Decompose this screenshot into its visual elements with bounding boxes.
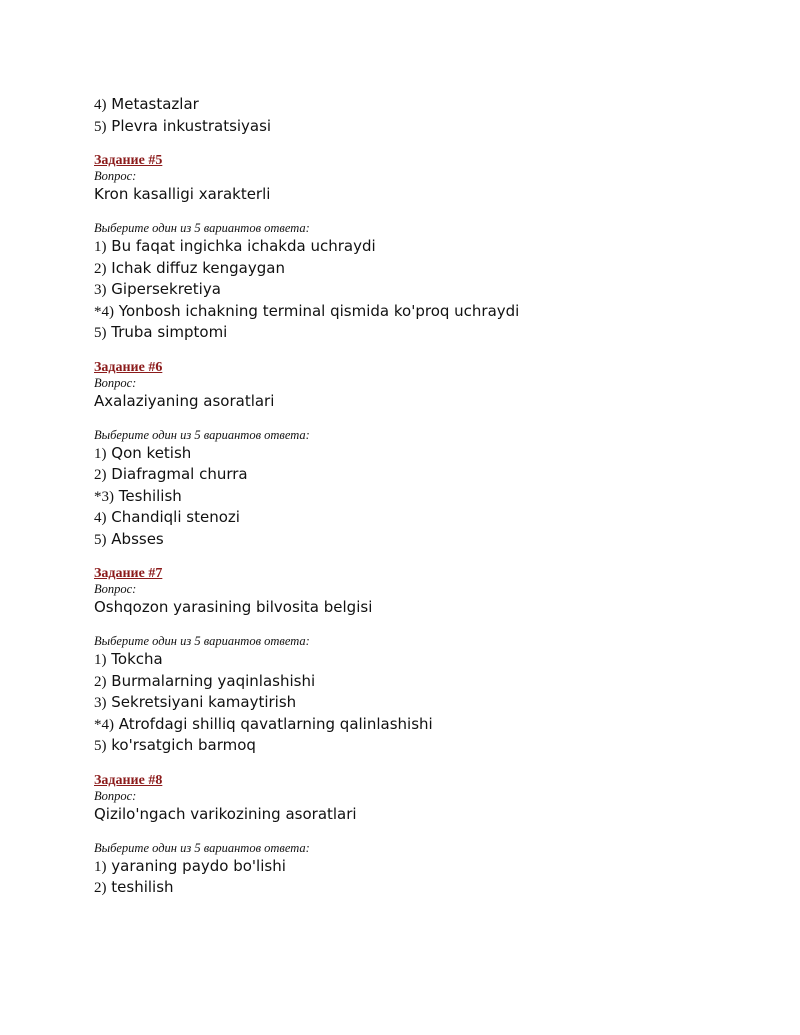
answer-number: 3) <box>94 282 107 298</box>
question-label: Вопрос: <box>94 788 137 803</box>
choose-label: Выберите один из 5 вариантов ответа: <box>94 840 310 855</box>
task-block <box>94 566 754 757</box>
answer-text: Bu faqat ingichka ichakda uchraydi <box>111 237 376 255</box>
answer-option <box>94 735 754 757</box>
answer-option <box>94 322 754 344</box>
answer-text: Atrofdagi shilliq qavatlarning qalinlashishi <box>118 714 433 733</box>
answer-text: Teshilish <box>118 486 182 505</box>
answer-option-correct <box>94 486 754 508</box>
answer-text: teshilish <box>111 878 174 896</box>
answer-option <box>94 692 754 714</box>
task-title: Задание #5 <box>94 153 163 168</box>
answer-text: yaraning paydo bo'lishi <box>111 856 286 875</box>
answer-option-correct <box>94 714 754 736</box>
choose-label: Выберите один из 5 вариантов ответа: <box>94 221 310 235</box>
answer-number: *3) <box>94 488 114 505</box>
answer-number: 4) <box>94 510 107 526</box>
answer-option <box>94 258 754 280</box>
answer-text: Plevra inkustratsiyasi <box>111 116 272 135</box>
answer-option <box>94 649 754 671</box>
choose-label: Выберите один из 5 вариантов ответа: <box>94 634 310 648</box>
question-text: Oshqozon yarasining bilvosita belgisi <box>94 598 373 616</box>
answer-number: 1) <box>94 445 107 462</box>
task-block <box>94 773 754 899</box>
answer-text: Absses <box>111 529 164 548</box>
question-label: Вопрос: <box>94 375 137 390</box>
answer-option <box>94 116 754 138</box>
answer-text: Burmalarning yaqinlashishi <box>111 671 316 690</box>
answer-text: Qon ketish <box>111 443 192 462</box>
task-block <box>94 153 754 344</box>
answer-number: 5) <box>94 325 107 341</box>
answer-number: 5) <box>94 738 107 754</box>
answer-option <box>94 279 754 301</box>
answer-number: 1) <box>94 239 107 255</box>
answer-number: 2) <box>94 673 107 690</box>
answer-option <box>94 529 754 551</box>
answer-option <box>94 856 754 878</box>
question-label: Вопрос: <box>94 169 137 183</box>
answer-text: Yonbosh ichakning terminal qismida ko'proq uchraydi <box>118 301 520 320</box>
question-text: Kron kasalligi xarakterli <box>94 185 271 203</box>
answer-option <box>94 877 754 899</box>
answer-option <box>94 236 754 258</box>
task-title: Задание #8 <box>94 772 163 788</box>
answer-option-correct <box>94 301 754 323</box>
answer-option <box>94 507 754 529</box>
answer-text: Gipersekretiya <box>111 280 221 298</box>
answer-number: 1) <box>94 652 107 668</box>
task-title: Задание #7 <box>94 566 163 581</box>
answer-list-continued <box>94 94 754 137</box>
answer-option <box>94 671 754 693</box>
task-block <box>94 360 754 551</box>
answer-list <box>94 856 754 899</box>
answer-text: Tokcha <box>111 650 163 668</box>
answer-text: Sekretsiyani kamaytirish <box>111 693 297 711</box>
question-text: Axalaziyaning asoratlari <box>94 391 275 410</box>
answer-list <box>94 443 754 551</box>
answer-number: 2) <box>94 260 107 277</box>
answer-text: Truba simptomi <box>111 323 228 341</box>
answer-option <box>94 94 754 116</box>
answer-number: 2) <box>94 467 107 483</box>
answer-text: Ichak diffuz kengaygan <box>111 258 285 277</box>
question-label: Вопрос: <box>94 582 137 596</box>
task-title: Задание #6 <box>94 359 163 375</box>
answer-number: 3) <box>94 695 107 711</box>
answer-number: *4) <box>94 303 114 320</box>
answer-number: 4) <box>94 97 107 113</box>
answer-number: 5) <box>94 531 107 548</box>
answer-number: 2) <box>94 880 107 896</box>
document-content <box>94 94 754 899</box>
answer-text: ko'rsatgich barmoq <box>111 736 256 754</box>
question-text: Qizilo'ngach varikozining asoratlari <box>94 804 357 823</box>
choose-label: Выберите один из 5 вариантов ответа: <box>94 427 310 442</box>
answer-text: Diafragmal churra <box>111 465 248 483</box>
answer-option <box>94 443 754 465</box>
answer-number: *4) <box>94 716 114 733</box>
answer-text: Chandiqli stenozi <box>111 508 240 526</box>
answer-number: 5) <box>94 118 107 135</box>
answer-list <box>94 649 754 757</box>
answer-number: 1) <box>94 858 107 875</box>
answer-option <box>94 464 754 486</box>
answer-list <box>94 236 754 344</box>
answer-text: Metastazlar <box>111 95 199 113</box>
